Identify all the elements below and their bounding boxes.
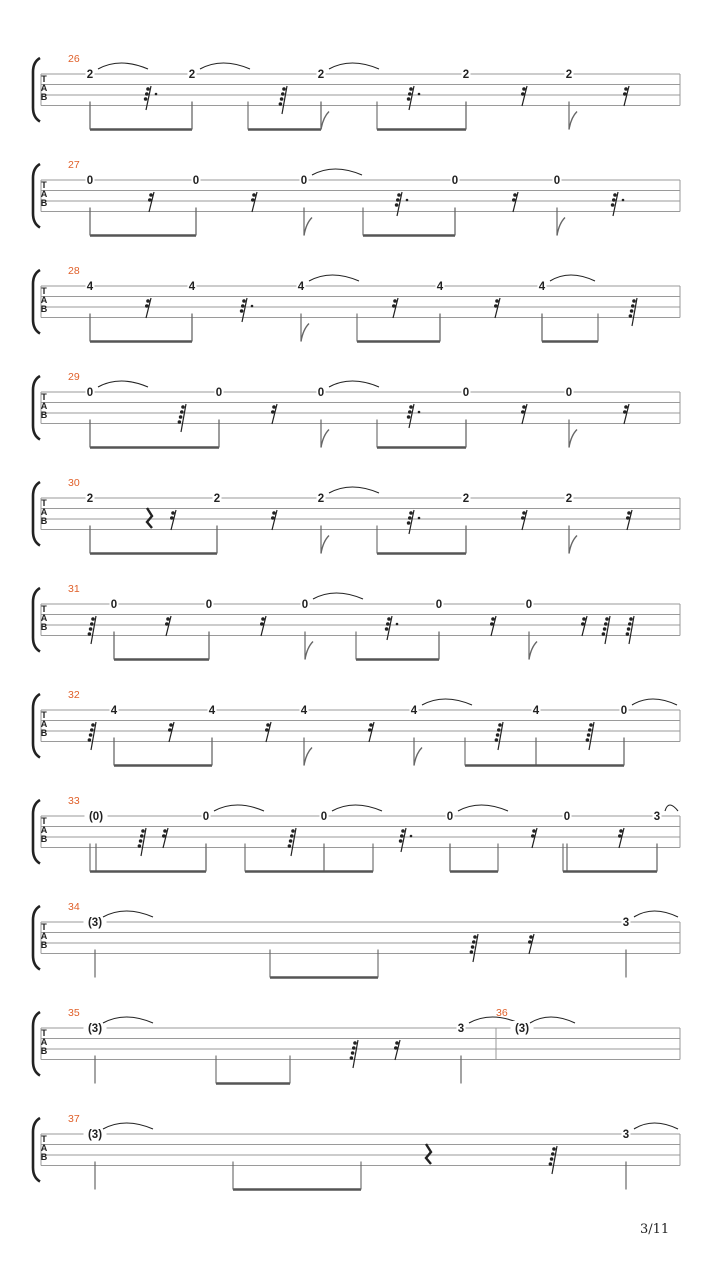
quarter-rest xyxy=(426,1144,431,1164)
tab-clef-letter: T xyxy=(41,816,47,826)
fret-number: 0 xyxy=(451,175,459,187)
tab-clef-letter: T xyxy=(41,1134,47,1144)
measure-number: 35 xyxy=(68,1007,80,1019)
fret-number: 4 xyxy=(86,281,94,293)
note-flag xyxy=(301,324,309,342)
tab-system-5 xyxy=(33,477,680,554)
fret-number: (3) xyxy=(87,1129,103,1141)
tab-clef-letter: B xyxy=(40,622,48,632)
tab-system-2 xyxy=(33,159,680,236)
tab-clef-letter: A xyxy=(40,401,48,411)
fret-number: 2 xyxy=(317,69,325,81)
fret-number: 0 xyxy=(192,175,200,187)
note-flag xyxy=(304,748,312,766)
fret-number: 2 xyxy=(86,69,94,81)
tab-system-6 xyxy=(33,583,680,660)
tab-system-4 xyxy=(33,371,680,448)
fret-number: 0 xyxy=(300,175,308,187)
note-flag xyxy=(414,748,422,766)
system-bracket xyxy=(33,482,40,546)
note-flag xyxy=(305,642,313,660)
fret-number: (3) xyxy=(87,1023,103,1035)
tab-clef-letter: A xyxy=(40,507,48,517)
system-bracket xyxy=(33,164,40,228)
tab-system-9 xyxy=(33,901,680,978)
system-bracket xyxy=(33,1118,40,1182)
tie-arc xyxy=(665,805,678,811)
tab-clef-letter: A xyxy=(40,1143,48,1153)
tab-clef-letter: B xyxy=(40,410,48,420)
tab-clef-letter: T xyxy=(41,180,47,190)
system-bracket xyxy=(33,270,40,334)
fret-number: 2 xyxy=(565,493,573,505)
tab-clef-letter: A xyxy=(40,825,48,835)
fret-number: 4 xyxy=(538,281,546,293)
tab-clef-letter: B xyxy=(40,1046,48,1056)
fret-number: 4 xyxy=(436,281,444,293)
tab-system-8 xyxy=(33,795,680,872)
tab-clef-letter: A xyxy=(40,931,48,941)
measure-number: 32 xyxy=(68,689,80,701)
tie-arc xyxy=(103,1123,153,1129)
system-bracket xyxy=(33,376,40,440)
fret-number: (3) xyxy=(87,917,103,929)
note-flag xyxy=(529,642,537,660)
note-flag xyxy=(304,218,312,236)
tab-clef-letter: A xyxy=(40,613,48,623)
tab-clef-letter: B xyxy=(40,834,48,844)
tab-clef-letter: B xyxy=(40,92,48,102)
system-bracket xyxy=(33,1012,40,1076)
system-bracket xyxy=(33,588,40,652)
note-flag xyxy=(321,430,329,448)
tie-arc xyxy=(329,487,379,493)
fret-number: (0) xyxy=(88,811,104,823)
fret-number: 0 xyxy=(301,599,309,611)
tab-clef-letter: B xyxy=(40,304,48,314)
tie-arc xyxy=(329,381,379,387)
note-flag xyxy=(557,218,565,236)
tie-arc xyxy=(329,63,379,69)
tab-system-1 xyxy=(33,53,680,130)
tab-clef-letter: B xyxy=(40,940,48,950)
tab-clef-letter: B xyxy=(40,728,48,738)
tab-clef-letter: A xyxy=(40,189,48,199)
tie-arc xyxy=(458,805,508,811)
tie-arc xyxy=(632,699,677,705)
measure-number: 33 xyxy=(68,795,80,807)
dot xyxy=(410,835,413,838)
tab-clef-letter: A xyxy=(40,295,48,305)
tab-clef-letter: T xyxy=(41,1028,47,1038)
tie-arc xyxy=(309,275,359,281)
measure-number: 36 xyxy=(496,1007,508,1019)
tie-arc xyxy=(98,63,148,69)
fret-number: 0 xyxy=(525,599,533,611)
fret-number: 4 xyxy=(297,281,305,293)
tab-clef-letter: A xyxy=(40,1037,48,1047)
fret-number: 0 xyxy=(620,705,628,717)
tab-clef-letter: T xyxy=(41,710,47,720)
dot xyxy=(396,623,399,626)
tie-arc xyxy=(422,699,472,705)
tie-arc xyxy=(103,1017,153,1023)
tie-arc xyxy=(98,381,148,387)
fret-number: 4 xyxy=(110,705,118,717)
fret-number: 2 xyxy=(86,493,94,505)
tab-clef-letter: T xyxy=(41,604,47,614)
measure-number: 29 xyxy=(68,371,80,383)
fret-number: 0 xyxy=(110,599,118,611)
fret-number: 4 xyxy=(410,705,418,717)
fret-number: 2 xyxy=(462,69,470,81)
fret-number: (3) xyxy=(514,1023,530,1035)
tab-clef-letter: B xyxy=(40,198,48,208)
dot xyxy=(251,305,254,308)
fret-number: 0 xyxy=(205,599,213,611)
measure-number: 37 xyxy=(68,1113,80,1125)
note-flag xyxy=(321,536,329,554)
tie-arc xyxy=(550,275,595,281)
tab-clef-letter: B xyxy=(40,516,48,526)
fret-number: 2 xyxy=(213,493,221,505)
fret-number: 0 xyxy=(565,387,573,399)
note-flag xyxy=(569,536,577,554)
tie-arc xyxy=(634,1123,678,1129)
measure-number: 26 xyxy=(68,53,80,65)
tab-clef-letter: T xyxy=(41,922,47,932)
fret-number: 0 xyxy=(435,599,443,611)
measure-number: 34 xyxy=(68,901,80,913)
fret-number: 0 xyxy=(202,811,210,823)
measure-number: 30 xyxy=(68,477,80,489)
fret-number: 0 xyxy=(320,811,328,823)
dot xyxy=(406,199,409,202)
system-bracket xyxy=(33,694,40,758)
tab-clef-letter: T xyxy=(41,498,47,508)
dot xyxy=(418,93,421,96)
fret-number: 0 xyxy=(446,811,454,823)
tab-system-11 xyxy=(33,1113,680,1190)
fret-number: 4 xyxy=(532,705,540,717)
fret-number: 0 xyxy=(86,387,94,399)
system-bracket xyxy=(33,58,40,122)
tab-clef-letter: T xyxy=(41,286,47,296)
fret-number: 2 xyxy=(317,493,325,505)
measure-number: 27 xyxy=(68,159,80,171)
tie-arc xyxy=(214,805,264,811)
fret-number: 3 xyxy=(622,917,630,929)
note-flag xyxy=(321,112,329,130)
dot xyxy=(418,411,421,414)
tie-arc xyxy=(332,805,382,811)
measure-number: 31 xyxy=(68,583,80,595)
fret-number: 0 xyxy=(563,811,571,823)
tab-clef-letter: T xyxy=(41,74,47,84)
note-flag xyxy=(569,112,577,130)
fret-number: 3 xyxy=(622,1129,630,1141)
tie-arc xyxy=(200,63,250,69)
fret-number: 4 xyxy=(188,281,196,293)
tab-system-7 xyxy=(33,689,680,766)
quarter-rest xyxy=(147,508,152,528)
tab-system-10 xyxy=(33,1007,680,1084)
fret-number: 2 xyxy=(188,69,196,81)
tie-arc xyxy=(634,911,678,917)
fret-number: 4 xyxy=(208,705,216,717)
tie-arc xyxy=(312,169,362,175)
page-number: 3/11 xyxy=(640,1222,670,1237)
tab-clef-letter: B xyxy=(40,1152,48,1162)
measure-number: 28 xyxy=(68,265,80,277)
fret-number: 0 xyxy=(317,387,325,399)
tie-arc xyxy=(103,911,153,917)
dot xyxy=(155,93,158,96)
tie-arc xyxy=(530,1017,575,1023)
note-flag xyxy=(569,430,577,448)
fret-number: 0 xyxy=(553,175,561,187)
fret-number: 0 xyxy=(462,387,470,399)
tab-clef-letter: A xyxy=(40,719,48,729)
fret-number: 3 xyxy=(653,811,661,823)
fret-number: 0 xyxy=(86,175,94,187)
fret-number: 2 xyxy=(565,69,573,81)
fret-number: 0 xyxy=(215,387,223,399)
dot xyxy=(622,199,625,202)
tab-clef-letter: A xyxy=(40,83,48,93)
system-bracket xyxy=(33,800,40,864)
tie-arc xyxy=(313,593,363,599)
system-bracket xyxy=(33,906,40,970)
tab-clef-letter: T xyxy=(41,392,47,402)
fret-number: 4 xyxy=(300,705,308,717)
fret-number: 2 xyxy=(462,493,470,505)
tab-system-3 xyxy=(33,265,680,342)
fret-number: 3 xyxy=(457,1023,465,1035)
dot xyxy=(418,517,421,520)
